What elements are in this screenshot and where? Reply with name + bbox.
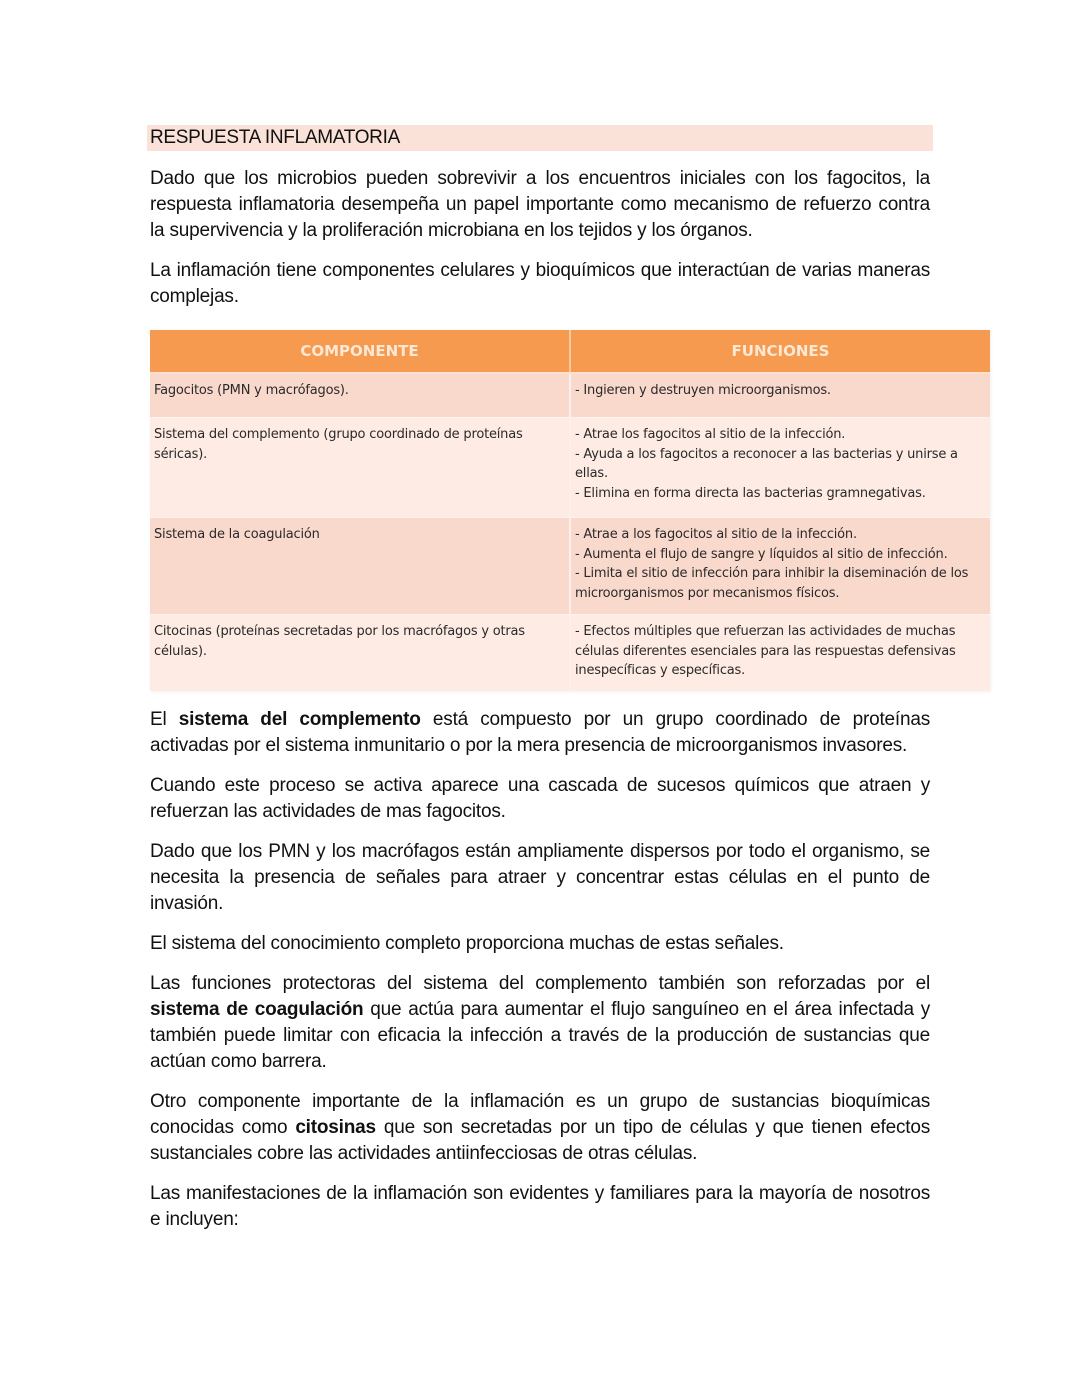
text: Otro componente importante de la inflamación es un grupo de sustancias bioquímicas conocidas como xyxy=(150,1091,930,1138)
paragraph-pmn: Dado que los PMN y los macrófagos están ampliamente dispersos por todo el organismo, se necesita la presencia de señales para atraer y concentrar estas células en el punto de invasión. xyxy=(150,841,930,914)
paragraph-cascada: Cuando este proceso se activa aparece una cascada de sucesos químicos que atraen y refuerzan las actividades de mas fagocitos. xyxy=(150,775,930,822)
paragraph-senales: El sistema del conocimiento completo proporciona muchas de estas señales. xyxy=(150,933,784,954)
function-line: - Elimina en forma directa las bacterias gramnegativas. xyxy=(575,485,926,501)
table-row xyxy=(150,418,990,518)
component-cell: Sistema de la coagulación xyxy=(150,518,570,615)
function-line: - Aumenta el flujo de sangre y líquidos al sitio de infección. xyxy=(575,546,948,562)
intro-paragraph-1: Dado que los microbios pueden sobrevivir a los encuentros iniciales con los fagocitos, la respuesta inflamatoria desempeña un papel importante como mecanismo de refuerzo contra la supervivencia y la proliferación microbiana en los tejidos y los órganos. xyxy=(150,168,930,241)
component-cell: Citocinas (proteínas secretadas por los macrófagos y otras células). xyxy=(150,615,570,692)
table-header-row xyxy=(150,330,990,373)
components-table xyxy=(150,330,990,691)
header-componente: COMPONENTE xyxy=(150,330,570,373)
function-line: - Efectos múltiples que refuerzan las actividades de muchas células diferentes esenciales para las respuestas defensivas inespecíficas y específicas. xyxy=(575,624,956,678)
paragraph-citosinas xyxy=(150,1089,930,1167)
table-row xyxy=(150,615,990,692)
table-row xyxy=(150,373,990,418)
bold-term: sistema del complemento xyxy=(178,709,421,730)
function-line: - Atrae los fagocitos al sitio de la infección. xyxy=(575,427,846,442)
table-row xyxy=(150,518,990,615)
component-cell: Fagocitos (PMN y macrófagos). xyxy=(150,373,570,418)
section-title: RESPUESTA INFLAMATORIA xyxy=(147,125,933,151)
function-line: - Ingieren y destruyen microorganismos. xyxy=(575,383,831,398)
bold-term: sistema de coagulación xyxy=(150,999,364,1020)
function-line: - Ayuda a los fagocitos a reconocer a las bacterias y unirse a ellas. xyxy=(575,446,958,481)
functions-cell xyxy=(570,418,990,518)
paragraph-coagulacion xyxy=(150,971,930,1075)
paragraph-complemento xyxy=(150,707,930,759)
component-cell: Sistema del complemento (grupo coordinado de proteínas séricas). xyxy=(150,418,570,518)
functions-cell xyxy=(570,518,990,615)
body-section xyxy=(150,707,930,1233)
text: que actúa para aumentar el flujo sanguíneo en el área infectada y también puede limitar con eficacia la infección a través de la producción de sustancias que actúan como barrera. xyxy=(150,999,931,1072)
paragraph-manifestaciones: Las manifestaciones de la inflamación son evidentes y familiares para la mayoría de nosotros e incluyen: xyxy=(150,1183,930,1230)
bold-term: citosinas xyxy=(295,1117,376,1138)
text: que son secretadas por un tipo de células y que tienen efectos sustanciales cobre las actividades antiinfecciosas de otras células. xyxy=(150,1117,930,1164)
text: Las funciones protectoras del sistema del complemento también son reforzadas por el xyxy=(150,973,930,994)
functions-cell xyxy=(570,373,990,418)
intro-paragraph-2: La inflamación tiene componentes celulares y bioquímicos que interactúan de varias maneras complejas. xyxy=(150,260,930,307)
function-line: - Atrae a los fagocitos al sitio de la infección. xyxy=(575,527,857,542)
header-funciones: FUNCIONES xyxy=(570,330,990,373)
function-line: - Limita el sitio de infección para inhibir la diseminación de los microorganismos por mecanismos físicos. xyxy=(575,566,969,601)
intro-section xyxy=(150,125,930,310)
text: está compuesto por un grupo coordinado de proteínas activadas por el sistema inmunitario o por la mera presencia de microorganismos invasores. xyxy=(150,709,930,756)
text: El xyxy=(150,709,179,730)
functions-cell xyxy=(570,615,990,692)
